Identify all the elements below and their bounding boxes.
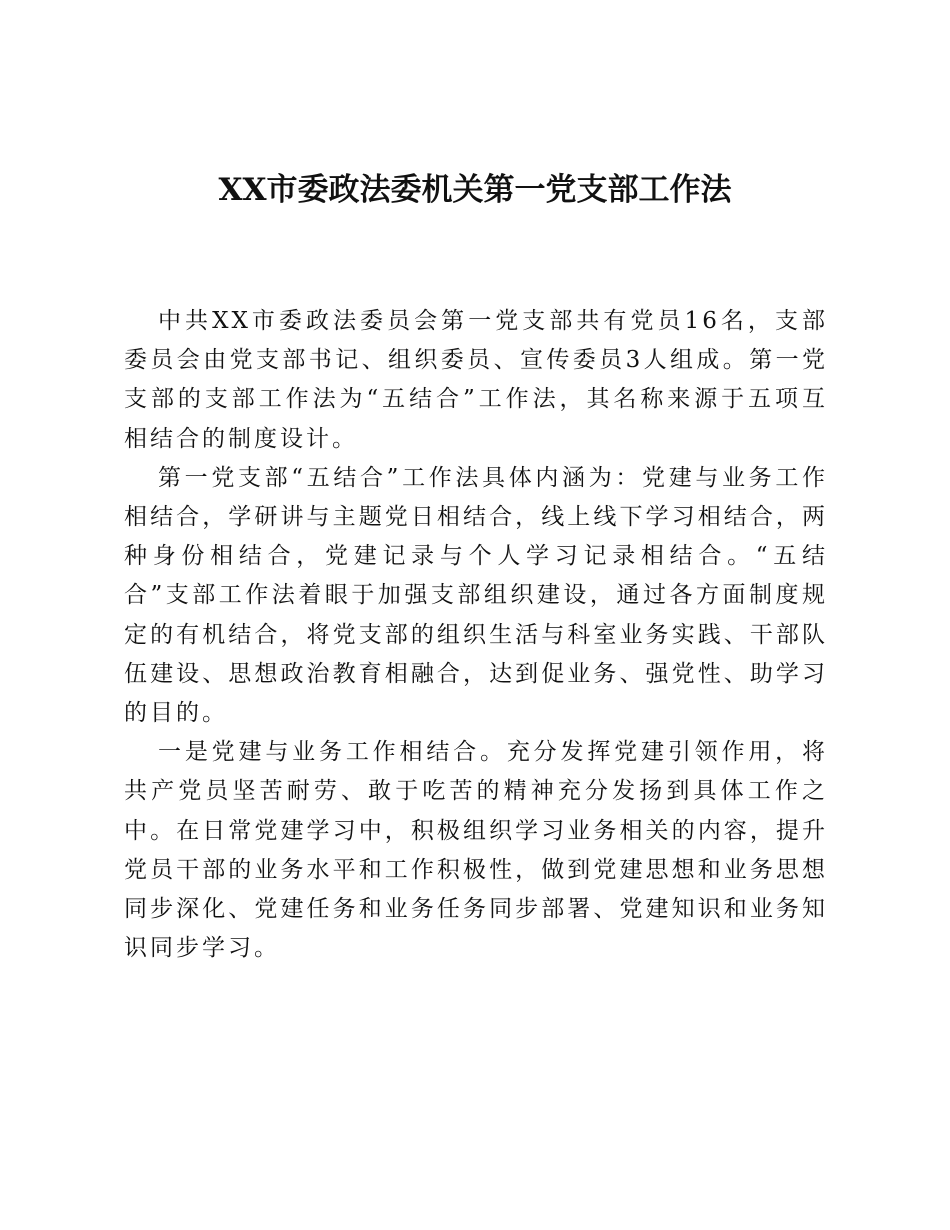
paragraph-intro: 中共XX市委政法委员会第一党支部共有党员16名，支部委员会由党支部书记、组织委员、宣传委员3人组成。第一党支部的支部工作法为“五结合”工作法，其名称来源于五项互相结合的制度设计。 bbox=[124, 308, 828, 452]
document-title: XX市委政法委机关第一党支部工作法 bbox=[218, 172, 732, 208]
paragraph-party-business: 一是党建与业务工作相结合。充分发挥党建引领作用，将共产党员坚苦耐劳、敢于吃苦的精神充分发扬到具体工作之中。在日常党建学习中，积极组织学习业务相关的内容，提升党员干部的业务水平和工作积极性，做到党建思想和业务思想同步深化、党建任务和业务任务同步部署、党建知识和业务知识同步学习。 bbox=[124, 739, 828, 962]
document-body bbox=[124, 302, 828, 968]
paragraph-connotation: 第一党支部“五结合”工作法具体内涵为：党建与业务工作相结合，学研讲与主题党日相结合，线上线下学习相结合，两种身份相结合，党建记录与个人学习记录相结合。“五结合”支部工作法着眼于加强支部组织建设，通过各方面制度规定的有机结合，将党支部的组织生活与科室业务实践、干部队伍建设、思想政治教育相融合，达到促业务、强党性、助学习的目的。 bbox=[124, 464, 828, 727]
